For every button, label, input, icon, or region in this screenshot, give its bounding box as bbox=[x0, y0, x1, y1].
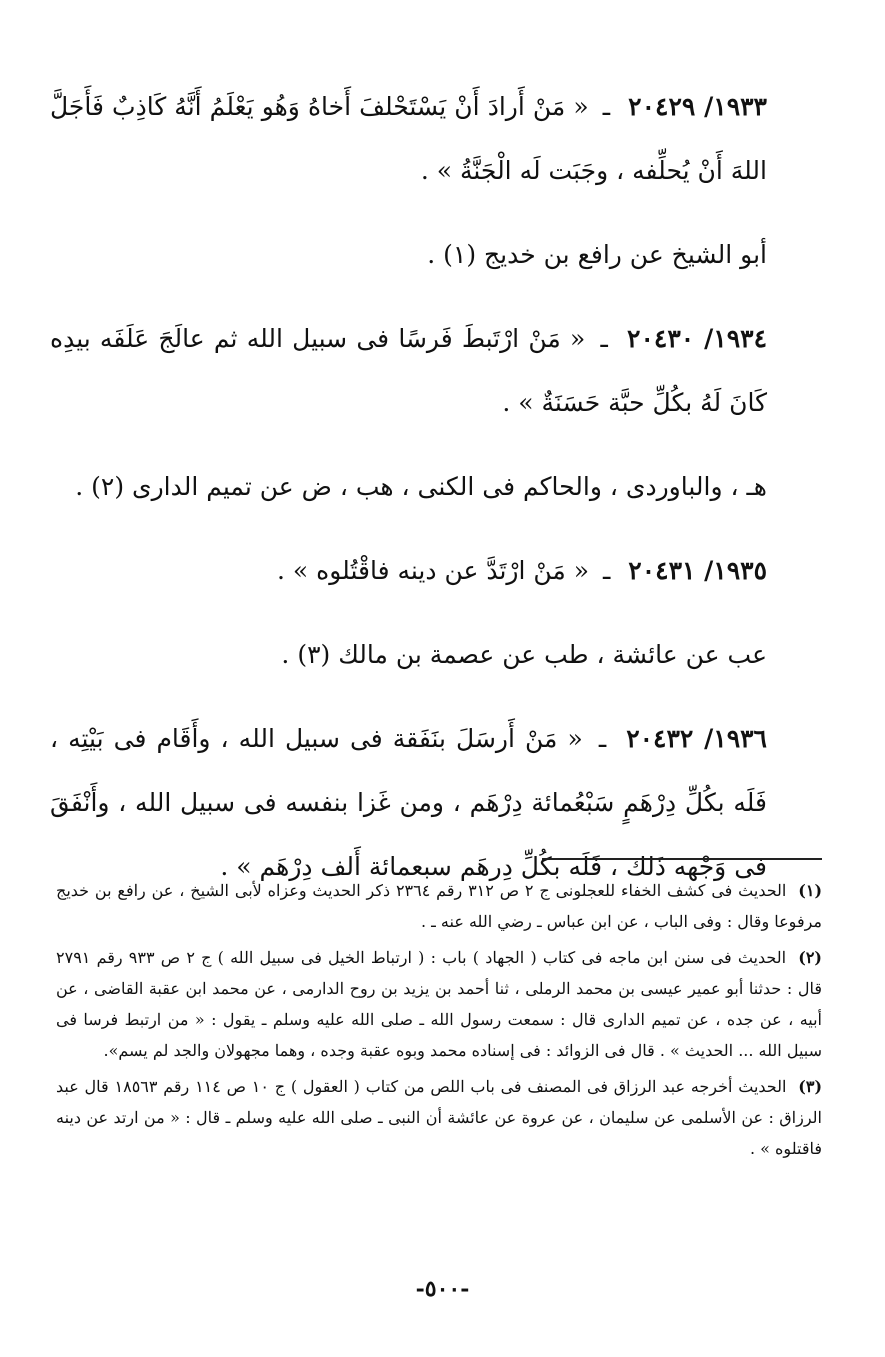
hadith-entry-1935 bbox=[50, 539, 767, 603]
footnote-marker: (١) bbox=[798, 881, 823, 900]
footnote-text: الحديث أخرجه عبد الرزاق فى المصنف فى باب اللص من كتاب ( العقول ) ج ١٠ ص ١١٤ رقم ١٨٥٦٣ قال عبد الرزاق : عن الأسلمى عن سليمان ، عن عروة عن عائشة أن النبى ـ صلى الله عليه وسلم ـ قال : « من ارتد عن دينه فاقتلوه » . bbox=[56, 1077, 822, 1158]
hadith-entry-1936 bbox=[50, 707, 767, 899]
footnote-marker: (٣) bbox=[798, 1077, 823, 1096]
footnote-1 bbox=[56, 875, 822, 937]
hadith-entry-1933 bbox=[50, 75, 767, 203]
footnote-text: الحديث فى كشف الخفاء للعجلونى ج ٢ ص ٣١٢ رقم ٢٣٦٤ ذكر الحديث وعزاه لأبى الشيخ ، عن رافع بن خديج مرفوعا وقال : وفى الباب ، عن ابن عباس ـ رضي الله عنه ـ . bbox=[56, 881, 822, 931]
page-number bbox=[0, 1276, 885, 1304]
footnote-2 bbox=[56, 942, 822, 1066]
hadith-source-1935: عب عن عائشة ، طب عن عصمة بن مالك (٣) . bbox=[281, 640, 767, 669]
hadith-number: ١٩٣٤/ ٢٠٤٣٠ bbox=[627, 324, 767, 353]
hadith-dash: ـ bbox=[603, 556, 611, 585]
hadith-dash: ـ bbox=[600, 324, 608, 353]
footnote-3 bbox=[56, 1071, 822, 1164]
hadith-entry-1934 bbox=[50, 307, 767, 435]
hadith-text: « مَنْ أَرادَ أَنْ يَسْتَحْلفَ أَخاهُ وَهُو يَعْلَمُ أَنَّهُ كَاذِبٌ فَأَجَلَّ اللهَ أَنْ يُحلِّفه ، وجَبَت لَه الْجَنَّةُ » . bbox=[50, 92, 767, 185]
hadith-number: ١٩٣٦/ ٢٠٤٣٢ bbox=[626, 724, 767, 753]
footnote-marker: (٢) bbox=[798, 948, 822, 967]
hadith-number: ١٩٣٥/ ٢٠٤٣١ bbox=[628, 556, 767, 585]
hadith-text: « مَنْ ارْتَدَّ عن دينه فاقْتُلوه » . bbox=[277, 556, 590, 585]
hadith-number: ١٩٣٣/ ٢٠٤٢٩ bbox=[628, 92, 767, 121]
footnotes-section bbox=[56, 875, 822, 1169]
hadith-dash: ـ bbox=[602, 92, 611, 121]
footnote-text: الحديث فى سنن ابن ماجه فى كتاب ( الجهاد ) باب : ( ارتباط الخيل فى سبيل الله ) ج ٢ ص ٩٣٣ رقم ٢٧٩١ قال : حدثنا أبو عمير عيسى بن محمد الرملى ، ثنا أحمد بن يزيد بن روح الدارمى ، عن محمد ابن عقبة القاضى ، عن أبيه ، عن جده ، عن تميم الدارى قال : سمعت رسول الله ـ صلى الله عليه وسلم ـ يقول : « من ارتبط فرسا فى سبيل الله ... الحديث » . قال فى الزوائد : فى إسناده محمد وبوه عقبة وجده ، وهما مجهولان والجد لم يسم». bbox=[56, 948, 822, 1060]
hadith-dash: ـ bbox=[598, 724, 607, 753]
hadith-text: « مَنْ ارْتَبطَ فَرسًا فى سبيل الله ثم عالَجَ عَلَفَه بيدِه كَانَ لَهُ بكُلِّ حبَّة حَسَنَةٌ » . bbox=[50, 324, 767, 417]
hadith-main-text bbox=[50, 75, 767, 919]
hadith-source-1933: أبو الشيخ عن رافع بن خديج (١) . bbox=[427, 240, 767, 269]
footnote-divider bbox=[542, 858, 822, 860]
hadith-source-1934: هـ ، والباوردى ، والحاكم فى الكنى ، هب ، ض عن تميم الدارى (٢) . bbox=[75, 472, 767, 501]
page-number-text: -٥٠٠- bbox=[415, 1276, 470, 1302]
hadith-text: « مَنْ أَرسَلَ بنَفَقة فى سبيل الله ، وأَقَام فى بَيْتِه ، فَلَه بكُلِّ دِرْهَمٍ سَبْعُمائة دِرْهَم ، ومن غَزا بنفسه فى سبيل الله ، وأَنْفَقَ فى وَجْهه ذَلك ، فَلَه بكُلِّ دِرهَم سبعمائة أَلف دِرْهَم » . bbox=[50, 724, 767, 881]
